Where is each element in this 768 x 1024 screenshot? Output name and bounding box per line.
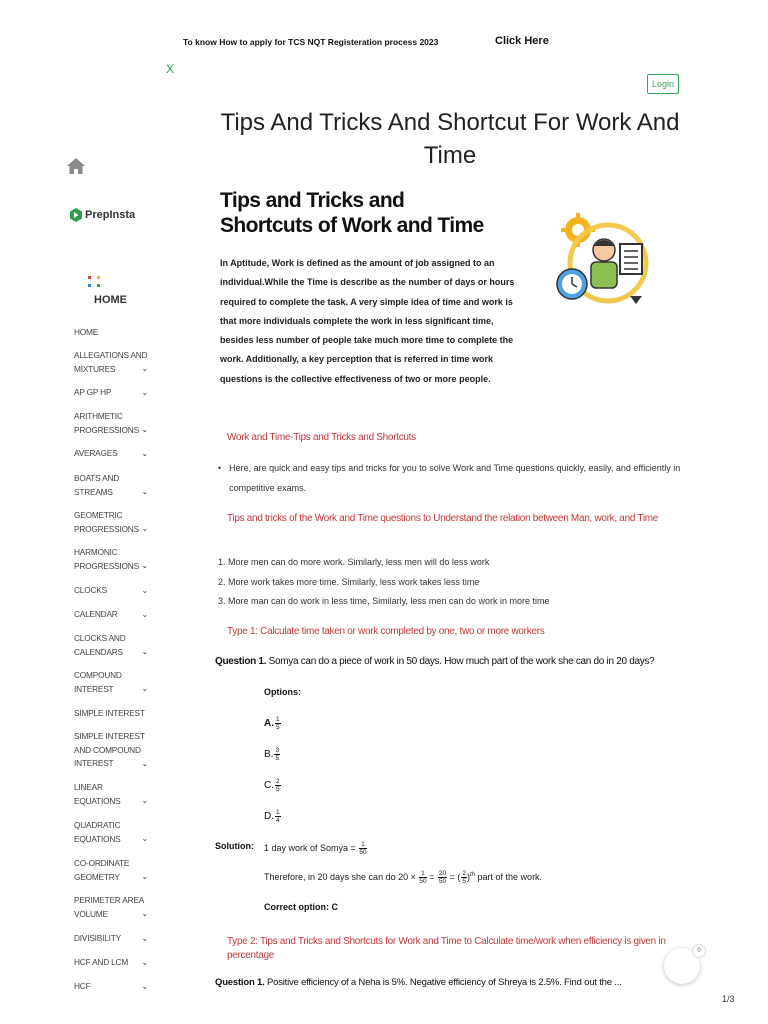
question-2: Question 1. Positive efficiency of a Neha is 5%. Negative efficiency of Shreya is 2.5%. Find out the ... (215, 977, 622, 988)
chevron-down-icon: ⌄ (141, 647, 148, 656)
sidebar-item-ap-gp-hp[interactable]: AP GP HP ⌄ (74, 386, 158, 400)
chevron-down-icon: ⌄ (141, 425, 148, 434)
question-1: Question 1. Somya can do a piece of work in 50 days. How much part of the work she can do in 20 days? (215, 656, 655, 667)
section-relation-title: Tips and tricks of the Work and Time questions to Understand the relation between Man, work, and Time (227, 513, 659, 524)
work-time-illustration-icon (550, 208, 650, 308)
option-a: A. $\frac{1}{5}$ (264, 716, 280, 731)
chevron-down-icon: ⌄ (141, 872, 148, 881)
notification-badge: 0 (692, 944, 706, 958)
sidebar-item-allegations[interactable]: ALLEGATIONS AND MIXTURES ⌄ (74, 350, 148, 374)
announcement-text: To know How to apply for TCS NQT Registeration process 2023 (183, 37, 439, 47)
brand[interactable] (70, 208, 135, 222)
page-indicator: 1/3 (722, 994, 735, 1004)
sidebar-item-simple-interest[interactable]: SIMPLE INTEREST (74, 708, 145, 718)
sidebar-item-perimeter[interactable]: PERIMETER AREA VOLUME ⌄ (74, 895, 148, 919)
list-item: 2. More work takes more time. Similarly, less work takes less time (218, 576, 480, 587)
options-label: Options: (264, 687, 301, 697)
tips-bullet: • Here, are quick and easy tips and tricks for you to solve Work and Time questions quickly, easily, and efficiently in competitive exams. (218, 459, 698, 498)
list-item: 3. More man can do work in less time, Similarly, less men can do work in more time (218, 596, 550, 606)
sidebar-item-home[interactable]: HOME (74, 327, 99, 337)
chevron-down-icon: ⌄ (141, 684, 148, 693)
sidebar-item-averages[interactable]: AVERAGES ⌄ (74, 447, 158, 461)
sidebar-item-boats[interactable]: BOATS AND STREAMS ⌄ (74, 473, 148, 497)
sidebar-item-geometric[interactable]: GEOMETRIC PROGRESSIONS ⌄ (74, 510, 148, 534)
chevron-down-icon: ⌄ (141, 524, 148, 533)
login-button[interactable]: Login (647, 74, 679, 94)
intro-paragraph: In Aptitude, Work is defined as the amount of job assigned to an individual.While the Time is describe as the number of days or hours required to complete the task. A very simple idea of time and work is that more individuals complete the work in less significant time, besides less number of people take much more time to complete the work. Additionally, a key perception that is referred in time work questions is the collective effectiveness of two or more people. (220, 258, 515, 384)
chevron-down-icon: ⌄ (141, 834, 148, 843)
home-heading: HOME (94, 294, 127, 306)
correct-option: Correct option: C (264, 902, 338, 912)
brand-name: PrepInsta (85, 209, 136, 221)
sidebar-item-calendar[interactable]: CALENDAR ⌄ (74, 608, 158, 622)
menu-dots-icon (88, 274, 102, 288)
intro-lead: In (220, 258, 228, 268)
chevron-down-icon: ⌄ (141, 449, 148, 458)
option-d: D. $\frac{1}{4}$ (264, 809, 280, 824)
chevron-down-icon: ⌄ (141, 982, 148, 991)
sidebar-item-si-ci[interactable]: SIMPLE INTEREST AND COMPOUND INTEREST ⌄ (74, 730, 148, 771)
close-button[interactable]: X (166, 62, 175, 76)
sidebar-item-linear-equations[interactable]: LINEAR EQUATIONS ⌄ (74, 782, 148, 806)
chevron-down-icon: ⌄ (141, 796, 148, 805)
chevron-down-icon: ⌄ (141, 561, 148, 570)
solution-step-2: Therefore, in 20 days she can do 20 × $\frac{1}{50}$ = $\frac{20}{50}$ = ( $\frac{2}{5}$ )$^{th}$ part of the work. (264, 870, 543, 885)
chevron-down-icon: ⌄ (141, 388, 148, 397)
page-title: Tips And Tricks And Shortcut For Work And Time (220, 109, 680, 169)
bullet-icon: • (218, 463, 222, 473)
sidebar-item-quadratic[interactable]: QUADRATIC EQUATIONS ⌄ (74, 820, 148, 844)
type2-title: Type 2: Tips and Tricks and Shortcuts for Work and Time to Calculate time/work when efficiency is given in percentage (227, 936, 666, 961)
sidebar-item-compound-interest[interactable]: COMPOUND INTEREST ⌄ (74, 670, 148, 694)
sidebar-item-coordinate[interactable]: CO-ORDINATE GEOMETRY ⌄ (74, 858, 148, 882)
announcement-bar (0, 28, 768, 54)
prepinsta-logo-icon (70, 208, 82, 222)
chevron-down-icon: ⌄ (141, 610, 148, 619)
sidebar-item-hcf[interactable]: HCF ⌄ (74, 980, 158, 994)
chevron-down-icon: ⌄ (141, 934, 148, 943)
sidebar-item-clocks-calendars[interactable]: CLOCKS AND CALENDARS ⌄ (74, 633, 148, 657)
option-b: B. $\frac{3}{5}$ (264, 747, 280, 762)
chevron-down-icon: ⌄ (141, 909, 148, 918)
sidebar-item-divisibility[interactable]: DIVISIBILITY ⌄ (74, 932, 158, 946)
solution-label: Solution: (215, 841, 254, 851)
home-icon[interactable] (66, 157, 86, 175)
sidebar-item-harmonic[interactable]: HARMONIC PROGRESSIONS ⌄ (74, 547, 148, 571)
sidebar-item-clocks[interactable]: CLOCKS ⌄ (74, 584, 158, 598)
sidebar-item-arithmetic[interactable]: ARITHMETIC PROGRESSIONS ⌄ (74, 411, 148, 435)
section-work-time-title: Work and Time-Tips and Tricks and Shortcuts (227, 432, 416, 443)
list-item: 1. More men can do more work. Similarly, less men will do less work (218, 557, 490, 567)
sidebar-item-hcf-lcm[interactable]: HCF AND LCM ⌄ (74, 956, 158, 970)
chevron-down-icon: ⌄ (141, 364, 148, 373)
type1-title: Type 1: Calculate time taken or work completed by one, two or more workers (227, 626, 545, 637)
chevron-down-icon: ⌄ (141, 958, 148, 967)
solution-step-1: 1 day work of Somya = $\frac{1}{50}$ (264, 841, 367, 856)
article-heading: Tips and Tricks and Shortcuts of Work and Time (220, 189, 484, 237)
relation-list (218, 553, 549, 612)
chevron-down-icon: ⌄ (141, 759, 148, 768)
chevron-down-icon: ⌄ (141, 487, 148, 496)
option-c: C. $\frac{2}{5}$ (264, 778, 280, 793)
chevron-down-icon: ⌄ (141, 586, 148, 595)
click-here-link[interactable]: Click Here (495, 35, 549, 47)
